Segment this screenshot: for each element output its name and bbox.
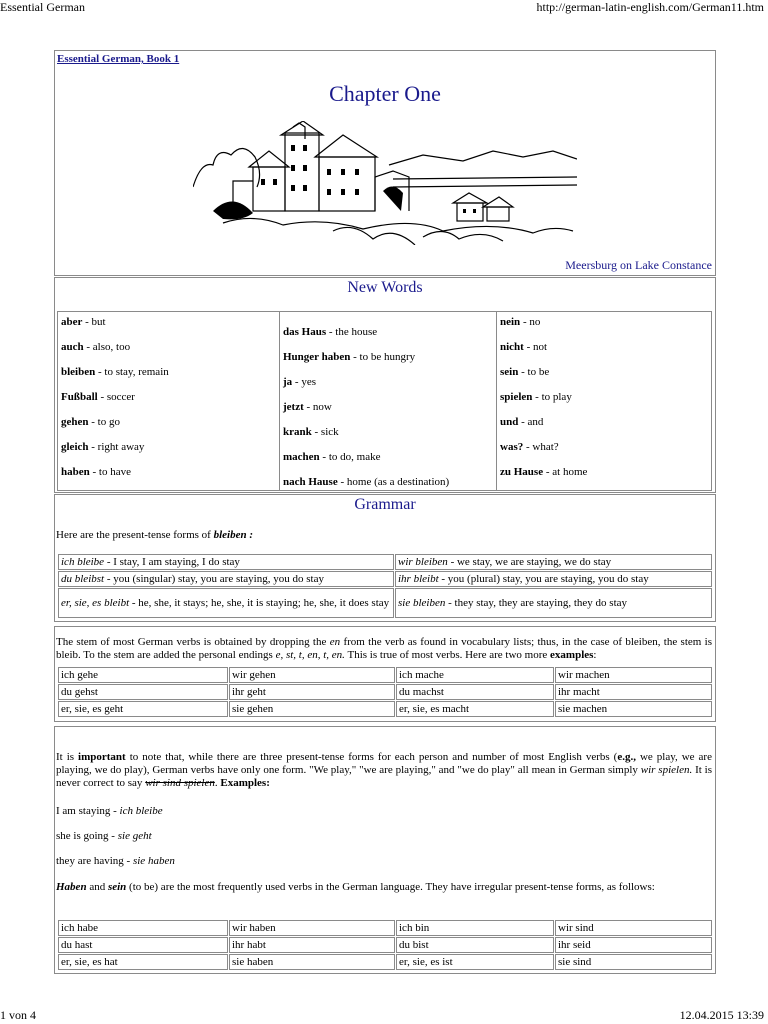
haben-sein-paragraph: Haben and sein (to be) are the most frequently used verbs in the German language. They have irregular present-tense forms, as follows:: [56, 881, 655, 893]
table-cell: ihr bleibt - you (plural) stay, you are staying, you do stay: [395, 571, 712, 587]
table-cell: wir sind: [555, 920, 712, 936]
browser-page-title: Essential German: [0, 0, 85, 14]
table-cell: ihr macht: [555, 684, 712, 700]
table-cell: sie sind: [555, 954, 712, 970]
important-section: [54, 726, 716, 974]
vocab-item: spielen - to play: [500, 391, 572, 403]
vocab-item: gehen - to go: [61, 416, 120, 428]
table-cell: er, sie, es hat: [58, 954, 228, 970]
table-cell: du hast: [58, 937, 228, 953]
table-cell: ich habe: [58, 920, 228, 936]
vocab-item: nach Hause - home (as a destination): [283, 476, 450, 488]
table-row: [58, 701, 712, 717]
table-cell: ihr geht: [229, 684, 395, 700]
vocab-item: machen - to do, make: [283, 451, 381, 463]
illustration-caption: Meersburg on Lake Constance: [565, 258, 712, 272]
table-cell: ich gehe: [58, 667, 228, 683]
table-row: [58, 920, 712, 936]
vocab-column-3: [496, 311, 712, 491]
table-row: [58, 954, 712, 970]
stem-paragraph: The stem of most German verbs is obtained by dropping the en from the verb as found in vocabulary lists; thus, in the case of bleiben, the stem is bleib. To the stem are added the personal endings e, st, t, en, t, en. This is true of most verbs. Here are two more examples:: [56, 636, 712, 661]
chapter-title: Chapter One: [329, 81, 441, 106]
table-cell: sie haben: [229, 954, 395, 970]
table-cell: ich bin: [396, 920, 554, 936]
table-cell: ich bleibe - I stay, I am staying, I do stay: [58, 554, 394, 570]
table-cell: ihr habt: [229, 937, 395, 953]
vocab-item: auch - also, too: [61, 341, 131, 353]
grammar-intro: Here are the present-tense forms of bleiben :: [56, 529, 254, 541]
vocab-item: Fußball - soccer: [61, 391, 135, 403]
vocab-item: krank - sick: [283, 426, 339, 438]
table-cell: ihr seid: [555, 937, 712, 953]
vocab-column-1: [57, 311, 280, 491]
vocab-item: das Haus - the house: [283, 326, 378, 338]
table-cell: wir bleiben - we stay, we are staying, we do stay: [395, 554, 712, 570]
table-row: [58, 588, 712, 618]
meersburg-illustration: [193, 121, 577, 245]
new-words-section: [54, 277, 716, 493]
table-cell: du gehst: [58, 684, 228, 700]
table-cell: wir machen: [555, 667, 712, 683]
vocab-item: jetzt - now: [283, 401, 332, 413]
table-cell: du bist: [396, 937, 554, 953]
table-row: [58, 554, 712, 570]
vocab-item: nein - no: [500, 316, 541, 328]
vocab-item: gleich - right away: [61, 441, 145, 453]
example-line: she is going - sie geht: [56, 830, 152, 842]
vocab-item: was? - what?: [500, 441, 559, 453]
important-paragraph: It is important to note that, while there are three present-tense forms for each person and number of most English verbs (e.g., we play, we are playing, we do play), German verbs have only one form. "We play," "we are playing," and "we do play" all mean in German simply wir spielen. It is never correct to say wir sind spielen. Examples:: [56, 751, 712, 789]
table-cell: er, sie, es geht: [58, 701, 228, 717]
print-timestamp: 12.04.2015 13:39: [679, 1008, 764, 1022]
vocab-item: bleiben - to stay, remain: [61, 366, 169, 378]
table-cell: sie gehen: [229, 701, 395, 717]
vocab-column-2: [279, 311, 497, 491]
table-cell: er, sie, es macht: [396, 701, 554, 717]
example-line: I am staying - ich bleibe: [56, 805, 163, 817]
table-cell: er, sie, es ist: [396, 954, 554, 970]
chapter-header-box: [54, 50, 716, 276]
vocab-item: ja - yes: [283, 376, 316, 388]
table-cell: ich mache: [396, 667, 554, 683]
table-cell: wir haben: [229, 920, 395, 936]
table-row: [58, 937, 712, 953]
example-line: they are having - sie haben: [56, 855, 175, 867]
new-words-title: New Words: [347, 279, 423, 296]
book-link[interactable]: Essential German, Book 1: [57, 53, 180, 65]
bleiben-conjugation-table: [57, 553, 713, 619]
browser-url: http://german-latin-english.com/German11.htm: [536, 0, 764, 14]
vocab-item: nicht - not: [500, 341, 548, 353]
table-row: [58, 571, 712, 587]
vocab-item: haben - to have: [61, 466, 131, 478]
table-cell: wir gehen: [229, 667, 395, 683]
table-row: [58, 667, 712, 683]
grammar-title: Grammar: [354, 496, 416, 513]
haben-sein-table: [57, 919, 713, 971]
table-cell: er, sie, es bleibt - he, she, it stays; he, she, it is staying; he, she, it does stay: [58, 588, 394, 618]
table-row: [58, 684, 712, 700]
grammar-section: [54, 494, 716, 622]
page-count: 1 von 4: [0, 1008, 36, 1022]
vocab-item: und - and: [500, 416, 544, 428]
vocab-item: sein - to be: [500, 366, 550, 378]
vocab-item: zu Hause - at home: [500, 466, 588, 478]
verb-stem-section: [54, 626, 716, 722]
vocab-item: aber - but: [61, 316, 106, 328]
table-cell: sie machen: [555, 701, 712, 717]
gehen-machen-table: [57, 666, 713, 718]
vocab-item: Hunger haben - to be hungry: [283, 351, 416, 363]
table-cell: sie bleiben - they stay, they are staying, they do stay: [395, 588, 712, 618]
table-cell: du bleibst - you (singular) stay, you are staying, you do stay: [58, 571, 394, 587]
table-cell: du machst: [396, 684, 554, 700]
